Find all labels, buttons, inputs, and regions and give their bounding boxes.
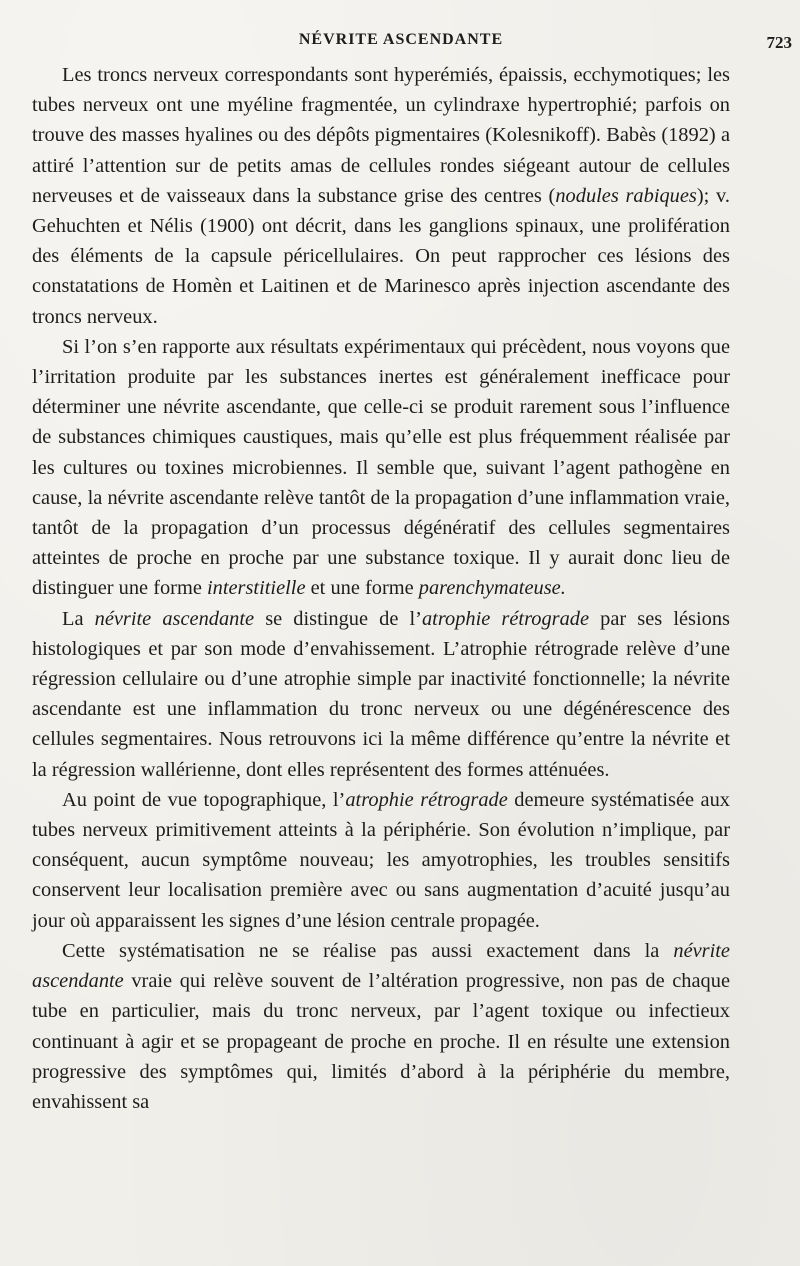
running-title: NÉVRITE ASCENDANTE <box>298 31 504 48</box>
italic-text-run: atrophie rétrograde <box>345 788 508 811</box>
text-run: se distingue de l’ <box>254 607 422 630</box>
italic-text-run: névrite ascendante <box>32 939 730 993</box>
paragraph <box>32 604 730 785</box>
running-head <box>32 0 792 52</box>
text-run: par ses lésions histologiques et par son mode d’envahissement. L’atrophie rétrograde relève d’une régression cellulaire ou d’une atrophie simple par inactivité fonctionnelle; la névrite ascendante est une inflammation du tronc nerveux ou une dégénérescence des cellules segmentaires. Nous retrouvons ici la même différence qu’entre la névrite et la régression wallérienne, dont elles représentent des formes atténuées. <box>32 607 730 781</box>
paragraph <box>32 60 730 332</box>
text-run: Si l’on s’en rapporte aux résultats expérimentaux qui précèdent, nous voyons que l’irritation produite par les substances inertes est généralement inefficace pour déterminer une névrite ascendante, que celle-ci se produit rarement sous l’influence de substances chimiques caustiques, mais qu’elle est plus fréquemment réalisée par les cultures ou toxines microbiennes. Il semble que, suivant l’agent pathogène en cause, la névrite ascendante relève tantôt de la propagation d’une inflammation vraie, tantôt de la propagation d’un processus dégénératif des cellules segmentaires atteintes de proche en proche par une substance toxique. Il y aurait donc lieu de distinguer une forme <box>32 335 730 600</box>
page-number: 723 <box>766 33 792 52</box>
text-run: et une forme <box>305 577 419 600</box>
text-run: vraie qui relève souvent de l’altération progressive, non pas de chaque tube en particulier, mais du tronc nerveux, par l’agent toxique ou infectieux continuant à agir et se propageant de proche en proche. Il en résulte une extension progressive des symptômes qui, limités d’abord à la périphérie du membre, envahissent sa <box>32 970 730 1113</box>
paragraph <box>32 332 730 604</box>
text-run: La <box>62 607 95 630</box>
text-run: demeure systématisée aux tubes nerveux primitivement atteints à la périphérie. Son évolution n’implique, par conséquent, aucun symptôme nouveau; les amyotrophies, les troubles sensitifs conservent leur localisation première avec ou sans augmentation d’acuité jusqu’au jour où apparaissent les signes d’une lésion centrale propagée. <box>32 788 730 932</box>
text-run: Les troncs nerveux correspondants sont hyperémiés, épaissis, ecchymotiques; les tubes nerveux ont une myéline fragmentée, un cylindraxe hypertrophié; parfois on trouve des masses hyalines ou des dépôts pigmentaires (Kolesnikoff). Babès (1892) a attiré l’attention sur de petits amas de cellules rondes siégeant autour de cellules nerveuses et de vaisseaux dans la substance grise des centres ( <box>32 64 730 207</box>
italic-text-run: nodules rabiques <box>555 184 697 207</box>
body-text <box>32 60 730 1117</box>
paragraph <box>32 785 730 936</box>
italic-text-run: parenchymateuse. <box>418 577 566 600</box>
text-run: ); v. Gehuchten et Nélis (1900) ont décrit, dans les ganglions spinaux, une prolifération des éléments de la capsule péricellulaires. On peut rapprocher ces lésions des constatations de Homèn et Laitinen et de Marinesco après injection ascendante des troncs nerveux. <box>32 184 730 328</box>
paragraph <box>32 936 730 1117</box>
italic-text-run: interstitielle <box>206 577 306 600</box>
text-run: Cette systématisation ne se réalise pas aussi exactement dans la <box>62 939 674 962</box>
text-run: Au point de vue topographique, l’ <box>62 788 346 811</box>
italic-text-run: atrophie rétrograde <box>421 607 590 630</box>
italic-text-run: névrite ascendante <box>94 607 255 630</box>
